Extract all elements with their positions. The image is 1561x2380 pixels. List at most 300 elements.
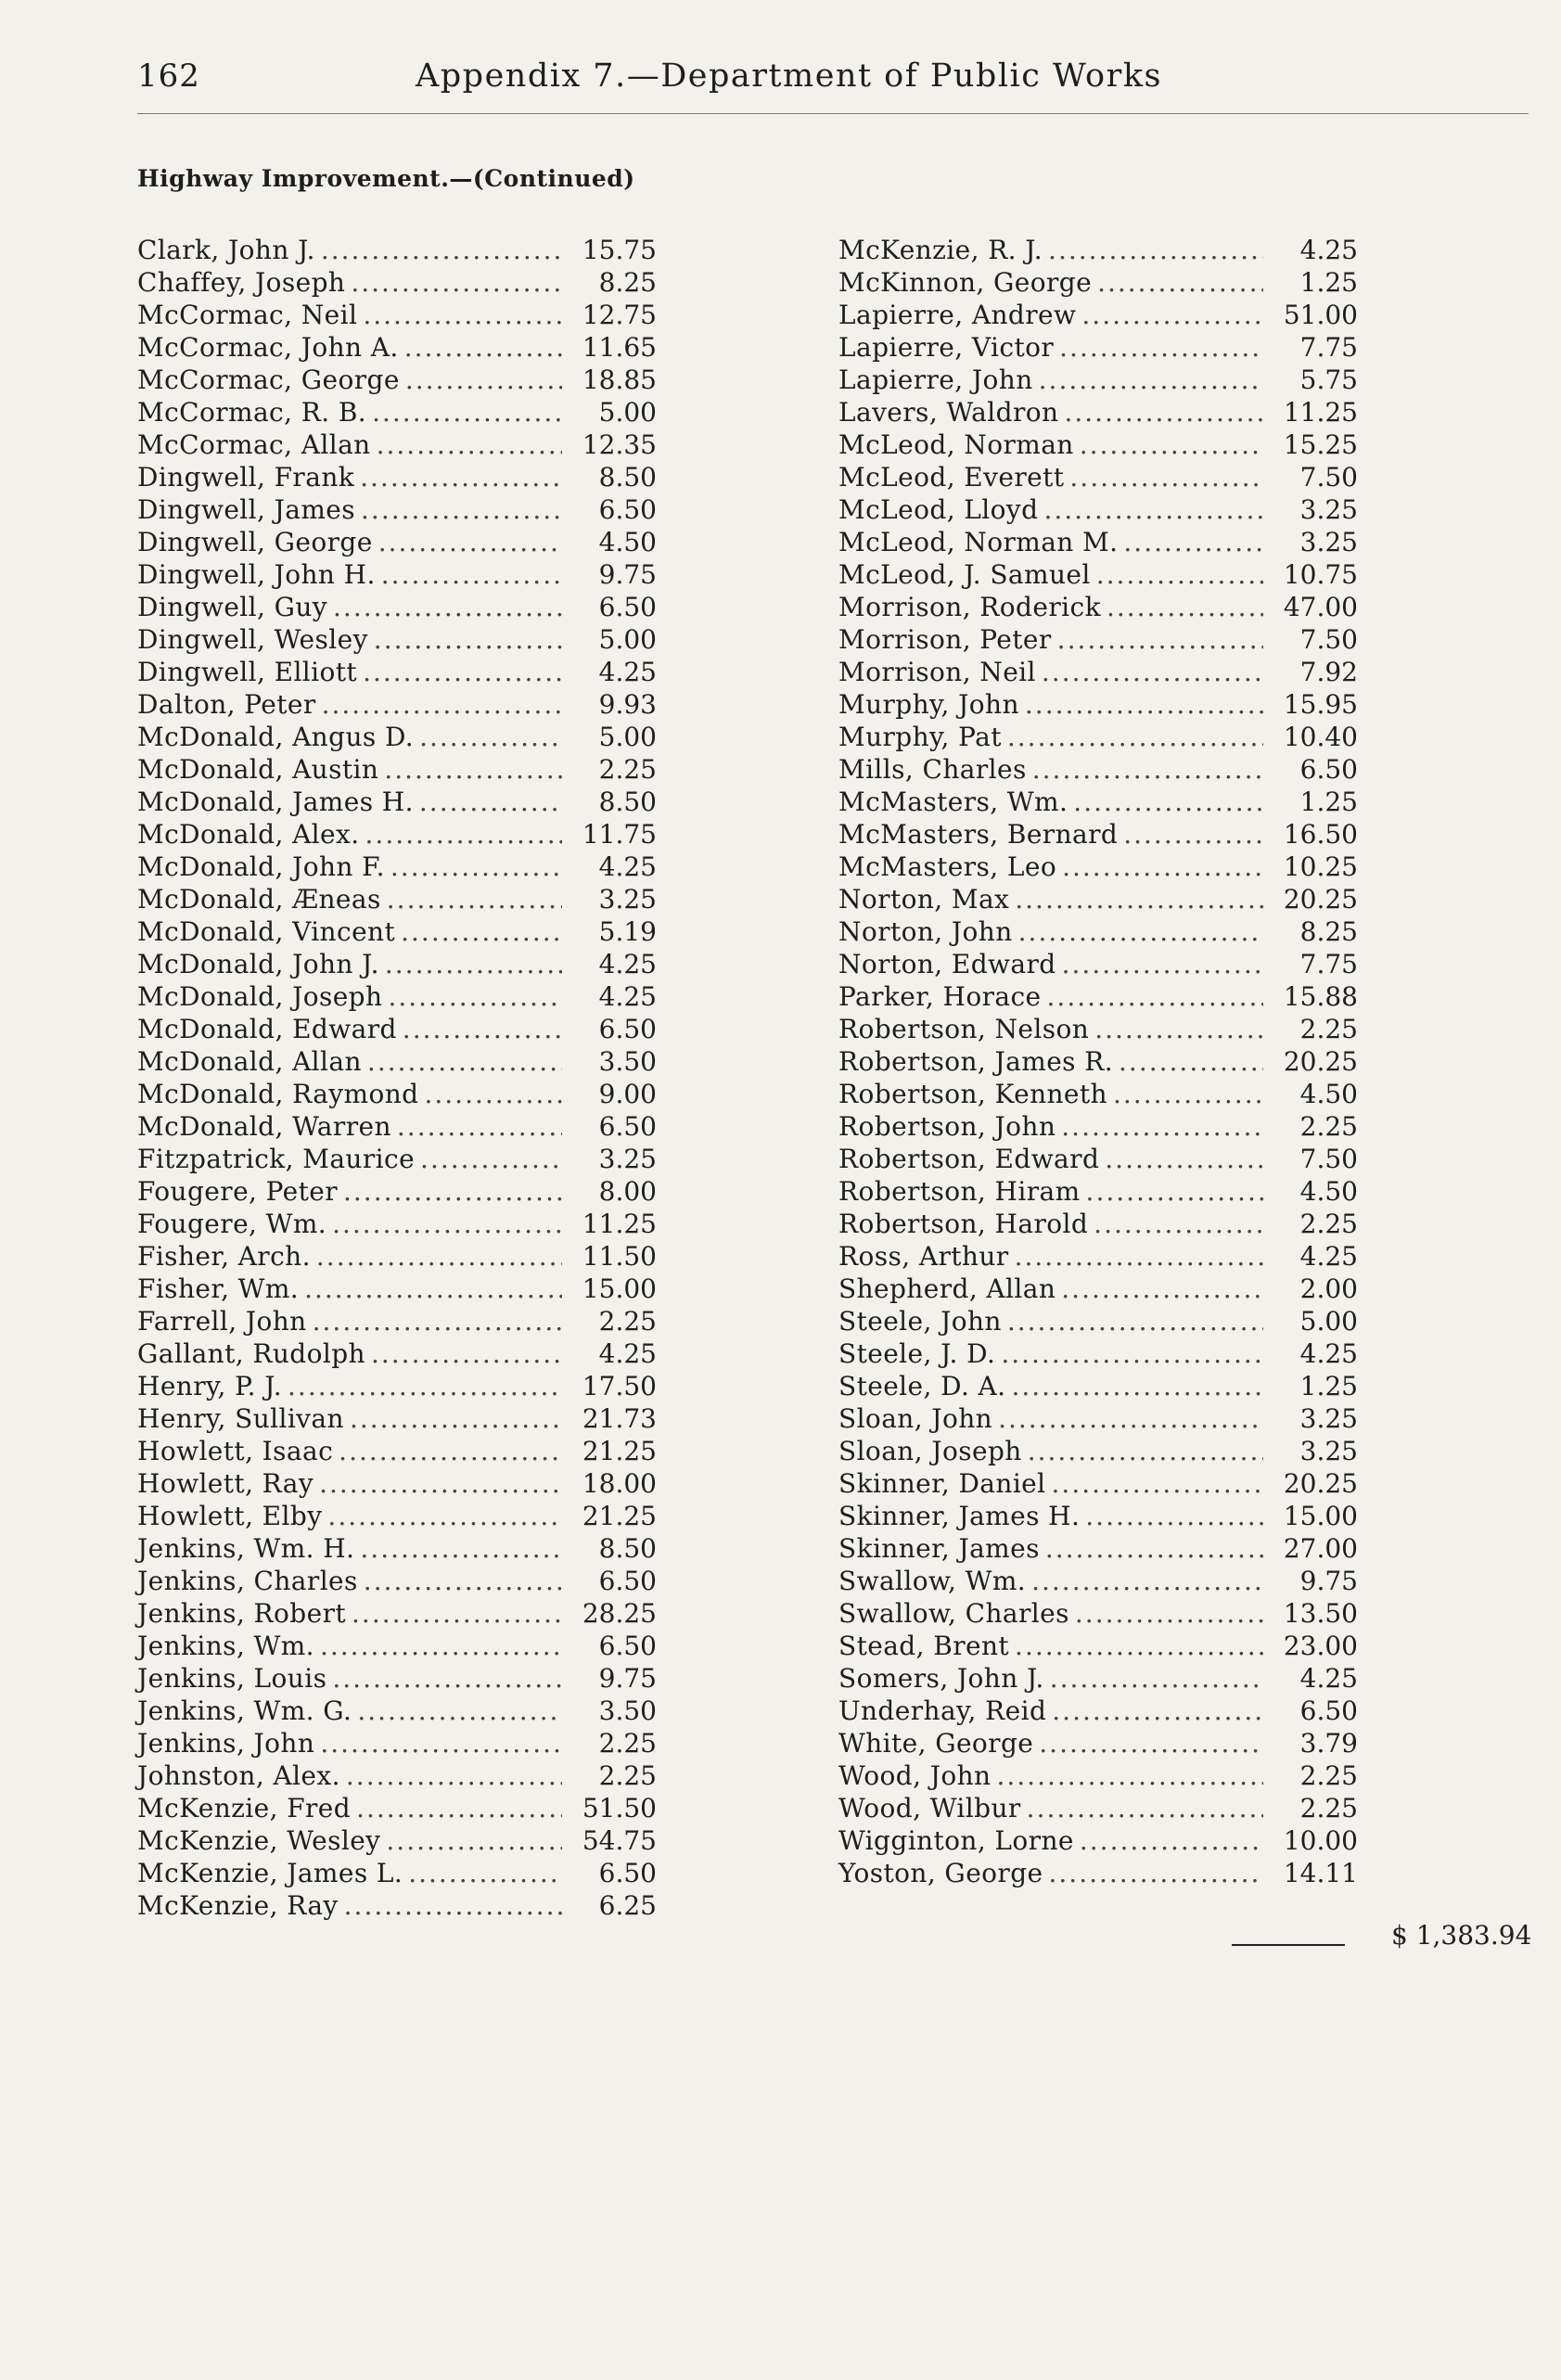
list-item [838,721,1358,753]
list-item [137,591,657,623]
list-item [838,558,1358,591]
entry-amount: 6.50 [598,1111,657,1142]
list-item [838,980,1358,1013]
list-item [137,1727,657,1759]
dot-leader [313,1305,562,1337]
list-item [137,721,657,753]
dot-leader [1018,915,1263,948]
entry-amount: 54.75 [582,1825,657,1856]
entry-name: Dingwell, Frank [137,462,355,493]
list-item [838,656,1358,688]
entry-amount: 1.25 [1299,1371,1358,1401]
entry-name: McDonald, Allan [137,1046,362,1077]
entry-name: Henry, P. J. [137,1371,283,1401]
entry-name: Lavers, Waldron [838,397,1059,428]
header-rule [137,113,1529,114]
dot-leader [1007,1305,1263,1337]
dot-leader [1001,1337,1263,1370]
entry-amount: 8.50 [598,1533,657,1564]
entry-amount: 8.00 [598,1176,657,1207]
entry-name: Mills, Charles [838,754,1027,785]
list-item [137,1208,657,1240]
list-item [838,591,1358,623]
entry-amount: 1.25 [1299,267,1358,298]
dot-leader [1047,980,1263,1013]
entry-amount: 2.25 [1299,1014,1358,1044]
entry-name: Shepherd, Allan [838,1273,1056,1304]
dot-leader [321,234,562,266]
list-item [137,753,657,786]
list-item [838,1500,1358,1532]
dot-leader [1113,1078,1263,1110]
dot-leader [1045,1532,1263,1565]
entry-name: Lapierre, Victor [838,332,1055,363]
entry-name: Steele, D. A. [838,1371,1006,1401]
entry-amount: 10.40 [1283,722,1358,752]
entry-amount: 15.25 [1283,429,1358,460]
entry-amount: 21.25 [582,1501,657,1531]
list-item [838,1143,1358,1175]
entry-amount: 9.75 [1299,1566,1358,1596]
list-item [137,1889,657,1922]
entry-name: Fisher, Arch. [137,1241,311,1272]
dot-leader [1057,623,1263,656]
dot-leader [1052,1467,1263,1500]
list-item [137,1759,657,1792]
entry-name: Stead, Brent [838,1631,1010,1661]
entry-name: Robertson, James R. [838,1046,1114,1077]
dot-leader [367,1045,562,1078]
list-item [838,1045,1358,1078]
list-item [137,1500,657,1532]
entry-name: Murphy, Pat [838,722,1002,752]
entry-amount: 3.25 [1299,494,1358,525]
list-item [838,1305,1358,1337]
dot-leader [374,623,562,656]
dot-leader [360,1532,562,1565]
dot-leader [319,1467,562,1500]
dot-leader [1094,1208,1263,1240]
entry-name: Sloan, John [838,1403,993,1434]
entry-amount: 7.50 [1299,1144,1358,1174]
entry-amount: 5.00 [1299,1306,1358,1337]
entry-name: McDonald, Alex. [137,819,360,850]
entry-name: McLeod, J. Samuel [838,559,1091,590]
entry-amount: 20.25 [1283,1046,1358,1077]
section-heading: Highway Improvement.—(Continued) [137,165,635,192]
entry-amount: 6.50 [598,1631,657,1661]
entry-name: Henry, Sullivan [137,1403,344,1434]
entry-amount: 13.50 [1283,1598,1358,1629]
entry-name: Howlett, Isaac [137,1436,334,1466]
dot-leader [408,1857,562,1889]
dot-leader [357,1695,562,1727]
entry-amount: 7.50 [1299,462,1358,493]
dot-leader [363,656,562,688]
entry-name: Steele, J. D. [838,1338,996,1369]
entry-name: McDonald, Æneas [137,884,381,915]
dot-leader [1025,688,1263,721]
list-item [137,558,657,591]
dot-leader [1032,753,1263,786]
entry-amount: 2.25 [598,1760,657,1791]
entry-amount: 3.25 [1299,527,1358,557]
entry-amount: 7.75 [1299,949,1358,979]
list-item [838,883,1358,915]
entry-name: White, George [838,1728,1034,1759]
list-item [838,1273,1358,1305]
entry-name: Morrison, Roderick [838,592,1101,622]
entry-name: Robertson, Hiram [838,1176,1081,1207]
list-item [838,1727,1358,1759]
list-item [838,429,1358,461]
list-item [838,1208,1358,1240]
entry-amount: 4.25 [1299,1338,1358,1369]
entry-name: McKenzie, R. J. [838,235,1043,265]
entry-amount: 51.50 [582,1793,657,1823]
dot-leader [1105,1143,1263,1175]
list-item [838,1662,1358,1695]
dot-leader [1049,1857,1264,1889]
list-item [838,1824,1358,1857]
dot-leader [1031,1565,1263,1597]
entry-name: Farrell, John [137,1306,307,1337]
entry-name: Swallow, Wm. [838,1566,1027,1596]
entry-name: Dingwell, Guy [137,592,328,622]
entry-amount: 2.00 [1299,1273,1358,1304]
dot-leader [381,558,562,591]
entry-amount: 5.00 [598,397,657,428]
dot-leader [320,1727,562,1759]
list-item [137,688,657,721]
entry-amount: 3.79 [1299,1728,1358,1759]
entry-amount: 4.25 [1299,1663,1358,1694]
list-item [838,493,1358,526]
entry-amount: 9.75 [598,559,657,590]
entry-name: Dingwell, Elliott [137,657,358,687]
entry-name: Clark, John J. [137,235,315,265]
entry-amount: 23.00 [1283,1631,1358,1661]
dot-leader [378,526,562,558]
list-item [838,299,1358,331]
entry-amount: 7.92 [1299,657,1358,687]
entry-amount: 2.25 [598,1306,657,1337]
entry-amount: 6.50 [598,494,657,525]
entry-amount: 5.00 [598,624,657,655]
list-item [137,1078,657,1110]
entry-amount: 4.25 [598,981,657,1012]
dot-leader [320,1630,562,1662]
list-item [137,234,657,266]
list-item [137,1597,657,1630]
dot-leader [1062,948,1263,980]
entry-amount: 4.50 [1299,1079,1358,1109]
entry-amount: 5.19 [598,916,657,947]
list-item [137,915,657,948]
list-item [137,1045,657,1078]
list-item [838,1467,1358,1500]
entry-name: McDonald, Raymond [137,1079,419,1109]
list-item [137,1013,657,1045]
dot-leader [1123,818,1263,851]
list-item [838,1597,1358,1630]
dot-leader [1015,1240,1263,1273]
entry-amount: 10.00 [1283,1825,1358,1856]
list-item [137,851,657,883]
list-item [137,1175,657,1208]
dot-leader [1048,234,1263,266]
entry-amount: 6.50 [1299,1695,1358,1726]
list-item [838,1402,1358,1435]
entry-amount: 8.25 [598,267,657,298]
entry-amount: 6.50 [598,1858,657,1888]
entry-amount: 15.75 [582,235,657,265]
dot-leader [405,364,562,396]
entry-amount: 8.50 [598,462,657,493]
entry-amount: 21.25 [582,1436,657,1466]
dot-leader [1064,396,1263,429]
dot-leader [332,1662,562,1695]
dot-leader [424,1078,562,1110]
entry-amount: 3.25 [1299,1436,1358,1466]
entry-name: Lapierre, Andrew [838,300,1077,330]
entry-amount: 9.93 [598,689,657,720]
entry-amount: 6.25 [598,1890,657,1921]
entry-amount: 7.75 [1299,332,1358,363]
dot-leader [1061,1110,1263,1143]
entry-name: McDonald, Edward [137,1014,397,1044]
list-item [137,364,657,396]
entry-name: Fisher, Wm. [137,1273,300,1304]
entry-amount: 4.25 [1299,235,1358,265]
entry-name: Norton, John [838,916,1013,947]
entry-name: Howlett, Elby [137,1501,323,1531]
entry-amount: 9.00 [598,1079,657,1109]
entry-amount: 2.25 [1299,1793,1358,1823]
entry-amount: 1.25 [1299,787,1358,817]
entry-name: Somers, John J. [838,1663,1044,1694]
list-item [137,656,657,688]
list-item [838,948,1358,980]
entry-amount: 5.75 [1299,365,1358,395]
dot-leader [352,1597,562,1630]
dot-leader [327,1500,562,1532]
dot-leader [1086,1175,1263,1208]
list-item [137,1792,657,1824]
dot-leader [339,1435,562,1467]
dot-leader [377,429,562,461]
entry-name: McKenzie, James L. [137,1858,403,1888]
dot-leader [316,1240,562,1273]
entry-amount: 2.25 [1299,1760,1358,1791]
entry-amount: 12.35 [582,429,657,460]
dot-leader [1007,721,1263,753]
entry-name: McKinnon, George [838,267,1093,298]
list-item [137,493,657,526]
dot-leader [333,591,562,623]
dot-leader [1061,1273,1263,1305]
list-item [137,1273,657,1305]
list-item [137,786,657,818]
total-rule [1232,1944,1345,1946]
entry-amount: 2.25 [1299,1209,1358,1239]
list-item [838,1759,1358,1792]
list-item [838,234,1358,266]
list-item [838,1695,1358,1727]
list-item [838,851,1358,883]
dot-leader [1015,883,1263,915]
entry-amount: 2.25 [598,754,657,785]
entry-name: McKenzie, Fred [137,1793,352,1823]
list-item [137,429,657,461]
entry-name: Jenkins, Charles [137,1566,358,1596]
list-item [838,1532,1358,1565]
list-item [137,1402,657,1435]
entry-name: Norton, Edward [838,949,1056,979]
entry-amount: 2.25 [1299,1111,1358,1142]
entry-name: Robertson, Kenneth [838,1079,1107,1109]
entry-amount: 4.50 [598,527,657,557]
entry-amount: 3.25 [1299,1403,1358,1434]
list-item [137,266,657,299]
dot-leader [390,851,562,883]
list-item [838,526,1358,558]
entry-name: McCormac, Allan [137,429,371,460]
entry-amount: 14.11 [1283,1858,1358,1888]
entry-amount: 4.50 [1299,1176,1358,1207]
entry-name: Jenkins, John [137,1728,315,1759]
dot-leader [1081,299,1263,331]
list-item [838,1565,1358,1597]
entry-amount: 11.75 [582,819,657,850]
list-item [838,1337,1358,1370]
dot-leader [1119,1045,1263,1078]
dot-leader [386,1824,562,1857]
list-item [838,1013,1358,1045]
list-item [838,396,1358,429]
entry-name: Robertson, Edward [838,1144,1100,1174]
dot-leader [332,1208,562,1240]
list-item [838,1792,1358,1824]
dot-leader [365,818,562,851]
list-item [137,1824,657,1857]
entry-name: Fougere, Wm. [137,1209,327,1239]
entry-name: Dalton, Peter [137,689,316,720]
entry-name: Dingwell, John H. [137,559,376,590]
dot-leader [1073,786,1263,818]
entry-amount: 11.50 [582,1241,657,1272]
entry-name: McKenzie, Ray [137,1890,339,1921]
dot-leader [1052,1695,1263,1727]
entry-amount: 3.25 [598,1144,657,1174]
entry-amount: 9.75 [598,1663,657,1694]
entry-name: Robertson, Nelson [838,1014,1090,1044]
entry-amount: 8.50 [598,787,657,817]
entry-amount: 4.25 [598,657,657,687]
list-item [137,526,657,558]
entry-amount: 18.00 [582,1468,657,1499]
entry-name: Norton, Max [838,884,1010,915]
entry-name: McDonald, James H. [137,787,414,817]
entry-amount: 15.00 [582,1273,657,1304]
list-item [838,1078,1358,1110]
list-item [137,396,657,429]
dot-leader [403,1013,562,1045]
list-item [137,1370,657,1402]
list-item [137,1695,657,1727]
entry-name: McDonald, Austin [137,754,379,785]
dot-leader [356,1792,562,1824]
list-item [137,1240,657,1273]
entry-amount: 12.75 [582,300,657,330]
entry-name: Ross, Arthur [838,1241,1009,1272]
dot-leader [361,493,562,526]
dot-leader [1096,558,1263,591]
dot-leader [1075,1597,1263,1630]
dot-leader [1039,364,1263,396]
dot-leader [1059,331,1263,364]
entry-amount: 11.25 [1283,397,1358,428]
dot-leader [397,1110,562,1143]
entry-name: Morrison, Neil [838,657,1036,687]
dot-leader [388,980,562,1013]
list-item [838,623,1358,656]
dot-leader [1085,1500,1263,1532]
list-item [137,1110,657,1143]
dot-leader [344,1889,562,1922]
entry-amount: 11.65 [582,332,657,363]
dot-leader [387,883,562,915]
dot-leader [350,1402,562,1435]
entry-name: Sloan, Joseph [838,1436,1022,1466]
dot-leader [1069,461,1263,493]
entry-name: McMasters, Wm. [838,787,1068,817]
entry-amount: 6.50 [598,1566,657,1596]
entry-amount: 3.50 [598,1695,657,1726]
list-item [137,1467,657,1500]
list-item [137,1857,657,1889]
entry-name: McDonald, John J. [137,949,379,979]
list-item [838,1857,1358,1889]
entry-name: McDonald, Angus D. [137,722,415,752]
entry-amount: 47.00 [1283,592,1358,622]
entry-amount: 10.75 [1283,559,1358,590]
entry-amount: 27.00 [1283,1533,1358,1564]
list-item [838,753,1358,786]
entry-amount: 2.25 [598,1728,657,1759]
entry-name: Dingwell, James [137,494,356,525]
entry-name: Parker, Horace [838,981,1042,1012]
dot-leader [351,266,562,299]
entry-name: Murphy, John [838,689,1019,720]
dot-leader [1039,1727,1263,1759]
list-item [137,980,657,1013]
entry-name: Underhay, Reid [838,1695,1047,1726]
list-item [838,266,1358,299]
entry-amount: 20.25 [1283,1468,1358,1499]
dot-leader [996,1759,1263,1792]
entry-name: Dingwell, George [137,527,373,557]
dot-leader [1062,851,1263,883]
entry-amount: 18.85 [582,365,657,395]
entry-name: Gallant, Rudolph [137,1338,365,1369]
list-item [838,1240,1358,1273]
total-amount: $ 1,383.94 [1391,1920,1532,1951]
entry-amount: 4.25 [598,851,657,882]
dot-leader [343,1175,562,1208]
dot-leader [1080,1824,1263,1857]
list-item [838,1435,1358,1467]
